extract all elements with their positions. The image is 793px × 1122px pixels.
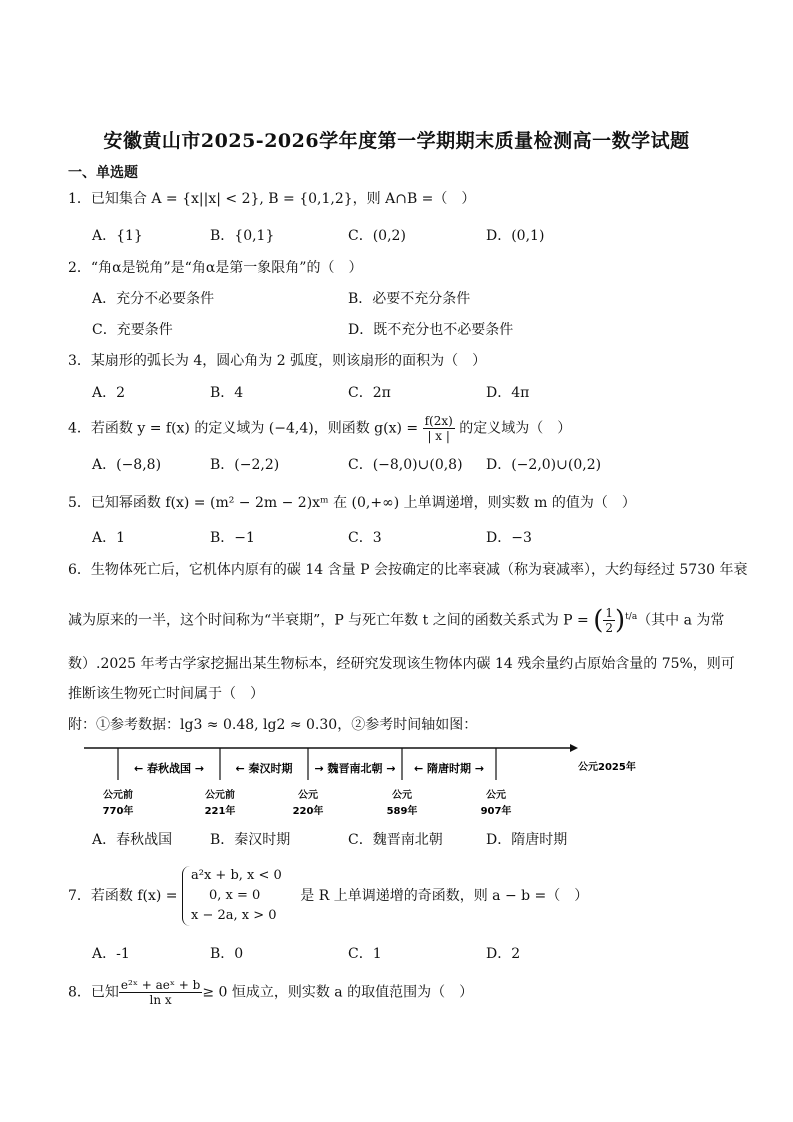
q8-stem-part-a: 8．已知 (68, 984, 119, 1001)
q6-option-b: B．秦汉时期 (210, 832, 291, 848)
question-6-note: 附：①参考数据：lg3 ≈ 0.48, lg2 ≈ 0.30，②参考时间轴如图： (68, 717, 478, 733)
tick-2-bottom: 221年 (204, 806, 236, 817)
tick-2-top: 公元前 (205, 790, 235, 801)
q6-paren-left: ( (593, 605, 604, 636)
q1-option-c: C．(0,2) (348, 228, 406, 244)
q6-option-a: A．春秋战国 (92, 832, 173, 848)
q6-paren-right: ) (615, 605, 626, 636)
q7-stem-part-b: 是 R 上单调递增的奇函数，则 a − b =（ ） (300, 888, 589, 904)
q3-option-d: D．4π (486, 385, 530, 401)
q7-case-2: 0, x = 0 (209, 888, 261, 903)
q7-stem-part-a: 7．若函数 f(x) = (68, 888, 178, 904)
q4-stem-part-b: 的定义域为（ ） (454, 420, 572, 437)
period-label-4: ← 隋唐时期 → (413, 762, 485, 775)
q8-stem-part-b: ≥ 0 恒成立，则实数 a 的取值范围为（ ） (202, 984, 474, 1001)
q4-frac-num: f(2x) (424, 414, 453, 428)
q4-option-a: A．(−8,8) (92, 457, 162, 473)
question-2-stem: 2．“角α是锐角”是“角α是第一象限角”的（ ） (68, 260, 363, 276)
tick-5-top: 公元 (486, 790, 506, 801)
question-6-line-2 (68, 606, 724, 635)
question-6-line-4: 推断该生物死亡时间属于（ ） (68, 686, 264, 702)
q6-option-c: C．魏晋南北朝 (348, 832, 443, 848)
timeline-arrowhead (570, 744, 578, 752)
question-1-stem: 1．已知集合 A = {x||x| < 2}, B = {0,1,2}，则 A∩B =（ ） (68, 191, 476, 207)
q5-option-d: D．−3 (486, 530, 532, 546)
q6-frac-num: 1 (605, 606, 614, 620)
q7-option-d: D．2 (486, 946, 521, 962)
q1-option-b: B．{0,1} (210, 228, 275, 244)
tick-1-bottom: 770年 (102, 806, 134, 817)
q5-option-c: C．3 (348, 530, 382, 546)
q2-option-d: D．既不充分也不必要条件 (348, 322, 514, 338)
q7-option-b: B．0 (210, 946, 244, 962)
q7-case-1: a²x + b, x < 0 (191, 868, 282, 883)
tick-5-bottom: 907年 (480, 806, 512, 817)
q4-stem-part-a: 4．若函数 y = f(x) 的定义域为 (−4,4)，则函数 g(x) = (68, 420, 423, 437)
q3-option-b: B．4 (210, 385, 244, 401)
tick-4-top: 公元 (392, 790, 412, 801)
tick-1-top: 公元前 (103, 790, 133, 801)
q6-exponent: t/a (625, 611, 638, 622)
tick-3-top: 公元 (298, 790, 318, 801)
q8-frac-num: e²ˣ + aeˣ + b (120, 978, 201, 992)
q2-option-c: C．充要条件 (92, 322, 173, 338)
q5-option-a: A．1 (92, 530, 126, 546)
question-4-stem (68, 414, 571, 443)
question-8-stem (68, 978, 473, 1007)
question-6-line-3: 数）.2025 年考古学家挖掘出某生物标本，经研究发现该生物体内碳 14 残余量约占原始含量的 75%，则可 (68, 656, 735, 672)
question-7-stem (68, 866, 588, 930)
q7-option-c: C．1 (348, 946, 382, 962)
q4-frac-den: | x | (427, 429, 450, 443)
q2-option-b: B．必要不充分条件 (348, 291, 471, 307)
q2-option-a: A．充分不必要条件 (92, 291, 215, 307)
q1-option-a: A．{1} (92, 228, 143, 244)
period-label-2: ← 秦汉时期 (235, 762, 293, 775)
q4-option-d: D．(−2,0)∪(0,2) (486, 457, 602, 473)
period-label-1: ← 春秋战国 → (133, 762, 205, 775)
q7-case-3: x − 2a, x > 0 (191, 908, 277, 923)
question-5-stem: 5．已知幂函数 f(x) = (m² − 2m − 2)xᵐ 在 (0,+∞) 上单调递增，则实数 m 的值为（ ） (68, 495, 636, 511)
q4-option-b: B．(−2,2) (210, 457, 280, 473)
q8-frac-den: ln x (149, 993, 172, 1007)
q4-option-c: C．(−8,0)∪(0,8) (348, 457, 463, 473)
period-label-3: → 魏晋南北朝 → (314, 762, 396, 775)
q8-fraction (119, 978, 202, 1007)
q4-fraction (423, 414, 455, 443)
q3-option-c: C．2π (348, 385, 391, 401)
page-title: 安徽黄山市2025-2026学年度第一学期期末质量检测高一数学试题 (103, 130, 690, 152)
q6-option-d: D．隋唐时期 (486, 832, 568, 848)
tick-4-bottom: 589年 (386, 806, 418, 817)
q6-line2-part-a: 减为原来的一半，这个时间称为“半衰期”，P 与死亡年数 t 之间的函数关系式为 P = (68, 612, 594, 629)
question-3-stem: 3．某扇形的弧长为 4，圆心角为 2 弧度，则该扇形的面积为（ ） (68, 353, 487, 369)
q6-frac-den: 2 (605, 621, 614, 635)
q3-option-a: A．2 (92, 385, 126, 401)
q6-line2-part-b: （其中 a 为常 (637, 612, 725, 629)
q1-option-d: D．(0,1) (486, 228, 545, 244)
timeline-figure (70, 742, 636, 822)
q6-fraction (603, 606, 615, 635)
tick-3-bottom: 220年 (292, 806, 324, 817)
q7-piecewise (182, 866, 282, 926)
timeline-end-label: 公元2025年 (578, 762, 636, 773)
section-heading: 一、单选题 (68, 165, 138, 181)
question-6-line-1: 6．生物体死亡后，它机体内原有的碳 14 含量 P 会按确定的比率衰减（称为衰减率），大约每经过 5730 年衰 (68, 562, 748, 578)
q7-option-a: A．-1 (92, 946, 130, 962)
q5-option-b: B．−1 (210, 530, 255, 546)
